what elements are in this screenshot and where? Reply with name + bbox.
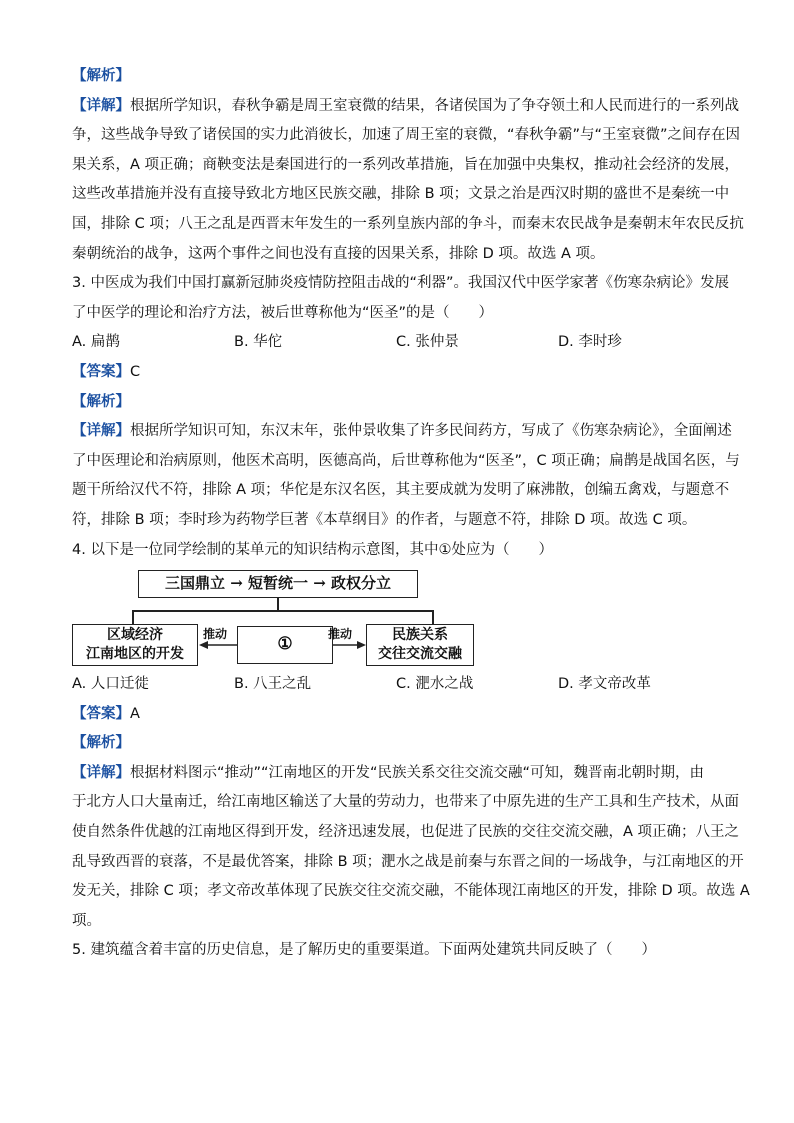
left-arrow-head	[199, 641, 208, 649]
detail-line: 乱导致西晋的衰落，不是最优答案，排除 B 项；淝水之战是前秦与东晋之间的一场战争，与江南地区的开	[72, 853, 744, 870]
option-d: D. 孝文帝改革	[558, 676, 651, 693]
arrow-graphics	[72, 568, 722, 668]
detail-line: 【详解】根据材料图示“推动”“江南地区的开发“民族关系交往交流交融“可知，魏晋南北朝时期，由	[72, 764, 705, 781]
option-b: B. 华佗	[234, 334, 283, 351]
document-page	[72, 62, 750, 966]
diagram-center-box: ①	[237, 626, 333, 664]
diagram-left-box: 区域经济 江南地区的开发	[72, 624, 198, 666]
detail-line: 发无关，排除 C 项；孝文帝改革体现了民族交往交流交融，不能体现江南地区的开发，排除 D 项。故选 A	[72, 883, 750, 900]
detail-line: 争，这些战争导致了诸侯国的实力此消彼长，加速了周王室的衰微，“春秋争霸”与“王室衰微”之间存在因	[72, 127, 741, 144]
detail-line: 于北方人口大量南迁，给江南地区输送了大量的劳动力，也带来了中原先进的生产工具和生产技术，从面	[72, 794, 739, 811]
option-c: C. 张仲景	[396, 334, 459, 351]
option-a: A. 人口迁徙	[72, 676, 149, 693]
options-row	[72, 328, 722, 358]
detail-line: 秦朝统治的战争，这两个事件之间也没有直接的因果关系，排除 D 项。故选 A 项。	[72, 245, 605, 262]
analysis-heading: 【解析】	[72, 735, 130, 752]
question-stem: 4. 以下是一位同学绘制的某单元的知识结构示意图，其中①处应为（ ）	[72, 541, 553, 558]
detail-line: 了中医理论和治病原则，他医术高明，医德高尚，后世尊称他为“医圣”，C 项正确；扁鹊是战国名医，与	[72, 452, 740, 469]
detail-line: 国，排除 C 项；八王之乱是西晋末年发生的一系列皇族内部的争斗，而秦末农民战争是秦朝末年农民反抗	[72, 215, 744, 232]
analysis-heading: 【解析】	[72, 68, 130, 84]
right-arrow-head	[357, 641, 366, 649]
left-arrow-label: 推动	[203, 627, 228, 642]
question-stem: 3. 中医成为我们中国打赢新冠肺炎疫情防控阻击战的“利器”。我国汉代中医学家著《伤寒杂病论》发展	[72, 275, 729, 292]
detail-line: 使自然条件优越的江南地区得到开发，经济迅速发展，也促进了民族的交往交流交融，A 项正确；八王之	[72, 824, 740, 841]
detail-line: 【详解】根据所学知识，春秋争霸是周王室衰微的结果，各诸侯国为了争夺领土和人民而进行的一系列战	[72, 97, 739, 114]
options-row	[72, 670, 722, 700]
option-c: C. 淝水之战	[396, 676, 474, 693]
right-arrow-label: 推动	[328, 627, 353, 642]
detail-line: 果关系，A 项正确；商鞅变法是秦国进行的一系列改革措施，旨在加强中央集权，推动社会经济的发展，	[72, 156, 740, 173]
analysis-heading: 【解析】	[72, 393, 130, 410]
diagram-right-box: 民族关系 交往交流交融	[366, 624, 474, 666]
question-stem: 5. 建筑蕴含着丰富的历史信息，是了解历史的重要渠道。下面两处建筑共同反映了（ ）	[72, 942, 656, 959]
option-d: D. 李时珍	[558, 334, 622, 351]
detail-line: 项。	[72, 912, 101, 929]
knowledge-structure-diagram	[72, 568, 722, 668]
answer-line: 【答案】C	[72, 363, 141, 380]
option-a: A. 扁鹊	[72, 334, 120, 351]
detail-line: 符，排除 B 项；李时珍为药物学巨著《本草纲目》的作者，与题意不符，排除 D 项。故选 C 项。	[72, 511, 697, 528]
question-stem: 了中医学的理论和治疗方法，被后世尊称他为“医圣”的是（ ）	[72, 304, 494, 321]
diagram-top-box: 三国鼎立 → 短暂统一 → 政权分立	[138, 570, 418, 598]
detail-line: 题干所给汉代不符，排除 A 项；华佗是东汉名医，其主要成就为发明了麻沸散，创编五禽戏，与题意不	[72, 482, 730, 499]
detail-line: 这些改革措施并没有直接导致北方地区民族交融，排除 B 项；文景之治是西汉时期的盛世不是秦统一中	[72, 186, 730, 203]
detail-line: 【详解】根据所学知识可知，东汉末年，张仲景收集了许多民间药方，写成了《伤寒杂病论》，全面阐述	[72, 423, 732, 440]
option-b: B. 八王之乱	[234, 676, 312, 693]
answer-line: 【答案】A	[72, 705, 140, 722]
